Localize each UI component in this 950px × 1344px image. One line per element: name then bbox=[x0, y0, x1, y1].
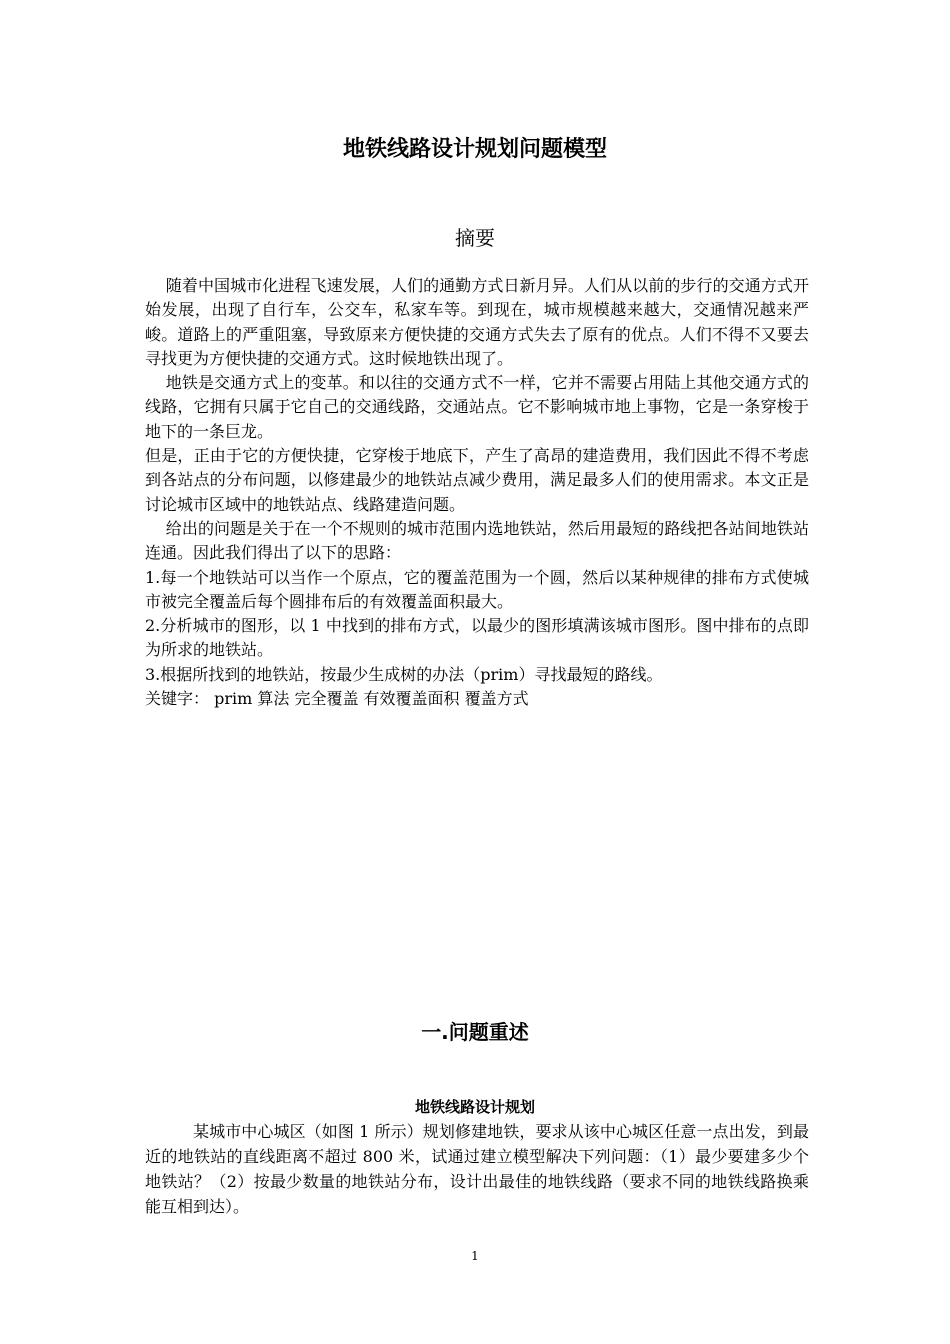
abstract-paragraph: 地铁是交通方式上的变革。和以往的交通方式不一样，它并不需要占用陆上其他交通方式的线路，它拥有只属于它自己的交通线路，交通站点。它不影响城市地上事物，它是一条穿梭于地下的一条巨龙。 bbox=[145, 373, 809, 441]
section-paragraph: 某城市中心城区（如图 1 所示）规划修建地铁，要求从该中心城区任意一点出发，到最近的地铁站的直线距离不超过 800 米，试通过建立模型解决下列问题：（1）最少要建多少个地铁站？（2）按最少数量的地铁站分布，设计出最佳的地铁线路（要求不同的地铁线路换乘能互相到达）。 bbox=[145, 1122, 809, 1216]
document-title: 地铁线路设计规划问题模型 bbox=[342, 137, 607, 162]
abstract-heading: 摘要 bbox=[455, 226, 495, 250]
abstract-body bbox=[145, 274, 809, 711]
abstract-paragraph: 给出的问题是关于在一个不规则的城市范围内选地铁站，然后用最短的路线把各站间地铁站连通。因此我们得出了以下的思路： bbox=[145, 518, 809, 563]
abstract-list-item: 1.每一个地铁站可以当作一个原点，它的覆盖范围为一个圆，然后以某种规律的排布方式使城市被完全覆盖后每个圆排布后的有效覆盖面积最大。 bbox=[145, 567, 809, 611]
sub-heading: 地铁线路设计规划 bbox=[414, 1098, 535, 1116]
section-body bbox=[145, 1119, 809, 1219]
abstract-list-item: 2.分析城市的图形，以 1 中找到的排布方式，以最少的图形填满该城市图形。图中排布的点即为所求的地铁站。 bbox=[145, 616, 809, 660]
keywords-line: 关键字： prim 算法 完全覆盖 有效覆盖面积 覆盖方式 bbox=[145, 689, 529, 709]
abstract-paragraph: 但是，正由于它的方便快捷，它穿梭于地底下，产生了高昂的建造费用，我们因此不得不考虑到各站点的分布问题，以修建最少的地铁站点减少费用，满足最多人们的使用需求。本文正是讨论城市区域中的地铁站点、线路建造问题。 bbox=[145, 446, 809, 514]
abstract-paragraph: 随着中国城市化进程飞速发展，人们的通勤方式日新月异。人们从以前的步行的交通方式开始发展，出现了自行车，公交车，私家车等。到现在，城市规模越来越大，交通情况越来严峻。道路上的严重阻塞，导致原来方便快捷的交通方式失去了原有的优点。人们不得不又要去寻找更为方便快捷的交通方式。这时候地铁出现了。 bbox=[145, 276, 809, 368]
abstract-list-item: 3.根据所找到的地铁站，按最少生成树的办法（prim）寻找最短的路线。 bbox=[145, 664, 663, 684]
section-heading: 一.问题重述 bbox=[421, 1020, 529, 1044]
page-number: 1 bbox=[471, 1249, 479, 1263]
